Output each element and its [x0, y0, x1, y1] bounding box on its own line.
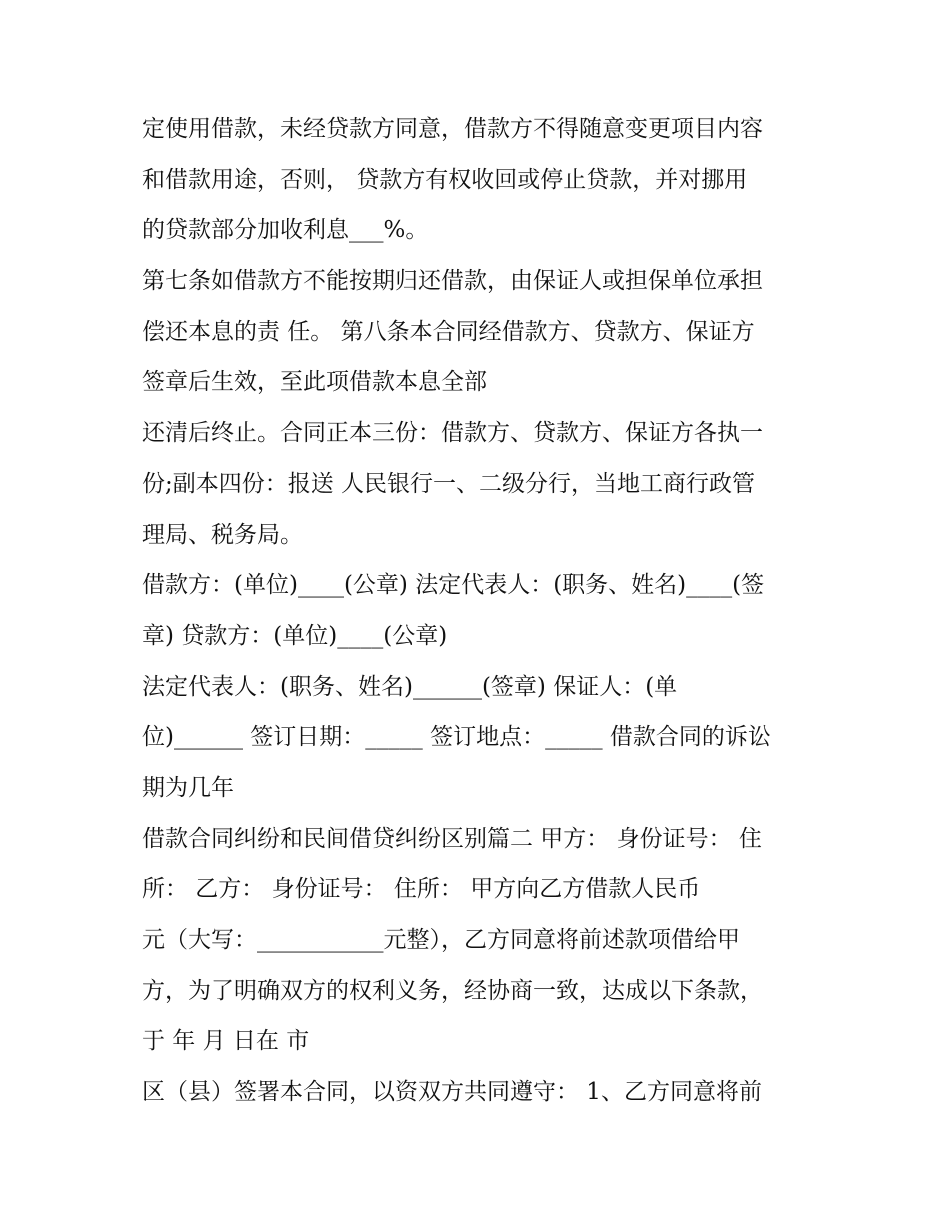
text-line-5: 偿还本息的责 任。 第八条本合同经借款方、贷款方、保证方: [142, 318, 755, 345]
text-line-8: 份;副本四份：报送 人民银行一、二级分行，当地工商行政管: [142, 470, 756, 497]
document-body: [142, 104, 822, 1118]
text-line-9: 理局、税务局。: [142, 521, 303, 548]
text-line-1: 定使用借款，未经贷款方同意，借款方不得随意变更项目内容: [142, 116, 763, 142]
text-line-4: 第七条如借款方不能按期归还借款，由保证人或担保单位承担: [142, 268, 763, 295]
text-line-20: 区（县）签署本合同，以资双方共同遵守： 1、乙方同意将前: [142, 1079, 762, 1106]
text-line-10: 借款方：(单位)____(公章) 法定代表人：(职务、姓名)____(签: [142, 572, 765, 599]
text-line-14: 期为几年: [142, 774, 234, 801]
text-line-12: 法定代表人：(职务、姓名)______(签章) 保证人：(单: [142, 673, 678, 700]
text-line-16: 所： 乙方： 身份证号： 住所： 甲方向乙方借款人民币: [142, 876, 701, 903]
text-line-13: 位)______ 签订日期：_____ 签订地点：_____ 借款合同的诉讼: [142, 724, 771, 751]
text-line-7: 还清后终止。合同正本三份：借款方、贷款方、保证方各执一: [142, 420, 763, 447]
text-line-2: 和借款用途，否则， 贷款方有权收回或停止贷款，并对挪用: [142, 166, 748, 193]
text-line-15: 借款合同纠纷和民间借贷纠纷区别篇二 甲方： 身份证号： 住: [142, 825, 762, 852]
text-line-3: 的贷款部分加收利息___%。: [142, 217, 429, 244]
text-line-11: 章) 贷款方：(单位)____(公章): [142, 622, 448, 649]
text-line-17: 元（大写：___________元整），乙方同意将前述款项借给甲: [142, 927, 740, 953]
text-line-19: 于 年 月 日在 市: [142, 1028, 310, 1055]
text-line-18: 方，为了明确双方的权利义务，经协商一致，达成以下条款，: [142, 977, 763, 1004]
text-line-6: 签章后生效，至此项借款本息全部: [142, 369, 487, 396]
